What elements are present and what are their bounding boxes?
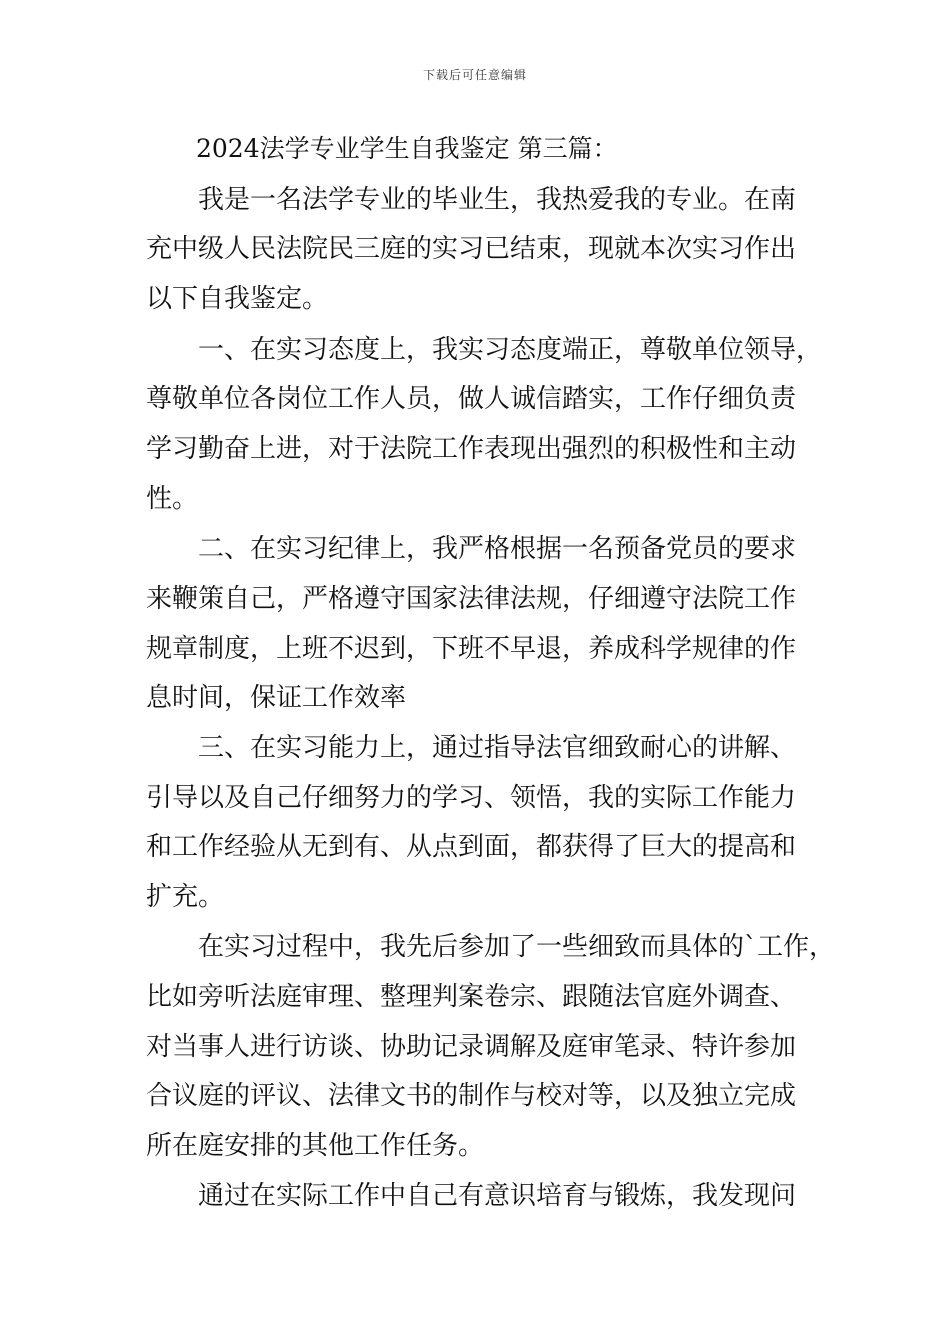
- paragraph-2-line-2: 尊敬单位各岗位工作人员，做人诚信踏实，工作仔细负责: [146, 384, 797, 414]
- paragraph-5-line-2: 比如旁听法庭审理、整理判案卷宗、跟随法官庭外调查、: [146, 982, 797, 1012]
- paragraph-4-line-4: 扩充。: [146, 882, 225, 912]
- paragraph-3-line-1: 二、在实习纪律上，我严格根据一名预备党员的要求: [198, 534, 797, 564]
- paragraph-5-line-4: 合议庭的评议、法律文书的制作与校对等，以及独立完成: [146, 1081, 797, 1111]
- document-title: 2024法学专业学生自我鉴定 第三篇：: [196, 134, 618, 163]
- paragraph-3-line-3: 规章制度，上班不迟到，下班不早退，养成科学规律的作: [146, 634, 797, 664]
- paragraph-4-line-3: 和工作经验从无到有、从点到面，都获得了巨大的提高和: [146, 832, 797, 862]
- paragraph-1-line-2: 充中级人民法院民三庭的实习已结束，现就本次实习作出: [146, 234, 797, 264]
- paragraph-5-line-5: 所在庭安排的其他工作任务。: [146, 1131, 485, 1161]
- paragraph-3-line-4: 息时间，保证工作效率: [146, 683, 407, 713]
- paragraph-4-line-2: 引导以及自己仔细努力的学习、领悟，我的实际工作能力: [146, 783, 797, 813]
- paragraph-5-line-3: 对当事人进行访谈、协助记录调解及庭审笔录、特许参加: [146, 1032, 797, 1062]
- paragraph-4-line-1: 三、在实习能力上，通过指导法官细致耐心的讲解、: [198, 733, 797, 763]
- paragraph-2-line-1: 一、在实习态度上，我实习态度端正，尊敬单位领导，: [198, 335, 823, 365]
- paragraph-5-line-1: 在实习过程中，我先后参加了一些细致而具体的`工作，: [198, 932, 836, 962]
- header-note: 下载后可任意编辑: [422, 68, 527, 82]
- paragraph-2-line-4: 性。: [146, 484, 199, 514]
- paragraph-1-line-3: 以下自我鉴定。: [146, 284, 329, 314]
- paragraph-2-line-3: 学习勤奋上进，对于法院工作表现出强烈的积极性和主动: [146, 434, 797, 464]
- paragraph-1-line-1: 我是一名法学专业的毕业生，我热爱我的专业。在南: [198, 185, 797, 215]
- paragraph-6-line-1: 通过在实际工作中自己有意识培育与锻炼，我发现问: [198, 1181, 797, 1211]
- paragraph-3-line-2: 来鞭策自己，严格遵守国家法律法规，仔细遵守法院工作: [146, 584, 797, 614]
